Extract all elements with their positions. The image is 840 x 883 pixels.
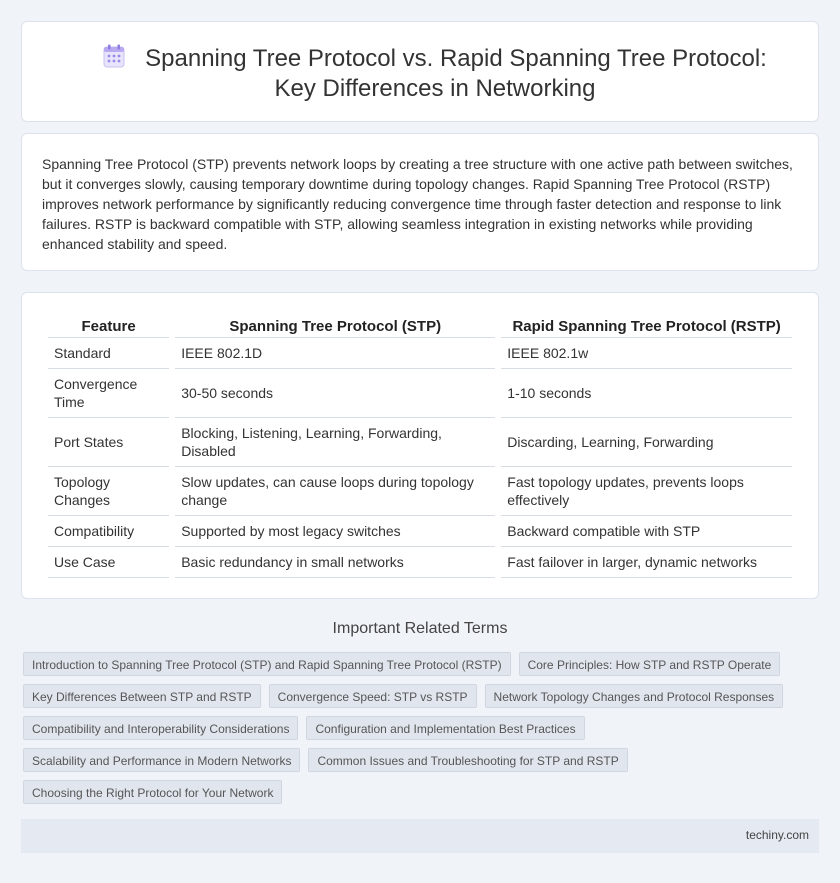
column-header-feature: Feature: [48, 315, 169, 338]
table-cell-rstp: Backward compatible with STP: [501, 516, 792, 547]
related-term-tag[interactable]: Compatibility and Interoperability Considerations: [23, 716, 298, 740]
footer-site-name: techiny.com: [745, 828, 809, 842]
table-cell-stp: Slow updates, can cause loops during topology change: [175, 467, 495, 516]
table-row: [48, 338, 792, 369]
related-terms-tags: [23, 652, 813, 812]
table-cell-rstp: Fast failover in larger, dynamic networks: [501, 547, 792, 578]
related-term-tag[interactable]: Common Issues and Troubleshooting for STP and RSTP: [308, 748, 627, 772]
page-title: [82, 44, 788, 104]
calendar-icon: [103, 44, 125, 68]
page-title-text: Spanning Tree Protocol vs. Rapid Spanning Tree Protocol: Key Differences in Networking: [145, 45, 767, 102]
footer: [21, 819, 819, 853]
table-header-row: [48, 315, 792, 338]
table-cell-stp: Blocking, Listening, Learning, Forwarding, Disabled: [175, 418, 495, 467]
table-cell-stp: Basic redundancy in small networks: [175, 547, 495, 578]
column-header-rstp: Rapid Spanning Tree Protocol (RSTP): [501, 315, 792, 338]
related-term-tag[interactable]: Introduction to Spanning Tree Protocol (STP) and Rapid Spanning Tree Protocol (RSTP): [23, 652, 511, 676]
table-cell-rstp: IEEE 802.1w: [501, 338, 792, 369]
related-term-tag[interactable]: Core Principles: How STP and RSTP Operate: [519, 652, 781, 676]
related-term-tag[interactable]: Key Differences Between STP and RSTP: [23, 684, 261, 708]
related-term-tag[interactable]: Network Topology Changes and Protocol Responses: [485, 684, 784, 708]
comparison-table-card: [21, 292, 819, 599]
intro-paragraph: Spanning Tree Protocol (STP) prevents network loops by creating a tree structure with one active path between switches, but it converges slowly, causing temporary downtime during topology changes. Rapid Spanning Tree Protocol (RSTP) improves network performance by significantly reducing convergence time through faster detection and response to link failures. RSTP is backward compatible with STP, allowing seamless integration in existing networks while providing enhanced stability and speed.: [42, 156, 793, 252]
related-term-tag[interactable]: Choosing the Right Protocol for Your Network: [23, 780, 282, 804]
comparison-table: [42, 315, 798, 578]
table-row: [48, 516, 792, 547]
table-cell-stp: Supported by most legacy switches: [175, 516, 495, 547]
table-cell-feature: Standard: [48, 338, 169, 369]
table-cell-feature: Use Case: [48, 547, 169, 578]
table-cell-feature: Convergence Time: [48, 369, 169, 418]
column-header-stp: Spanning Tree Protocol (STP): [175, 315, 495, 338]
related-term-tag[interactable]: Convergence Speed: STP vs RSTP: [269, 684, 477, 708]
table-cell-rstp: Discarding, Learning, Forwarding: [501, 418, 792, 467]
related-terms-title: Important Related Terms: [332, 620, 508, 637]
table-cell-stp: IEEE 802.1D: [175, 338, 495, 369]
table-cell-rstp: Fast topology updates, prevents loops effectively: [501, 467, 792, 516]
table-row: [48, 467, 792, 516]
table-row: [48, 418, 792, 467]
table-cell-feature: Compatibility: [48, 516, 169, 547]
table-row: [48, 369, 792, 418]
table-cell-stp: 30-50 seconds: [175, 369, 495, 418]
header-card: [21, 21, 819, 122]
table-cell-feature: Topology Changes: [48, 467, 169, 516]
table-cell-rstp: 1-10 seconds: [501, 369, 792, 418]
related-term-tag[interactable]: Configuration and Implementation Best Practices: [306, 716, 584, 740]
table-cell-feature: Port States: [48, 418, 169, 467]
table-row: [48, 547, 792, 578]
intro-card: [21, 133, 819, 271]
related-term-tag[interactable]: Scalability and Performance in Modern Networks: [23, 748, 300, 772]
